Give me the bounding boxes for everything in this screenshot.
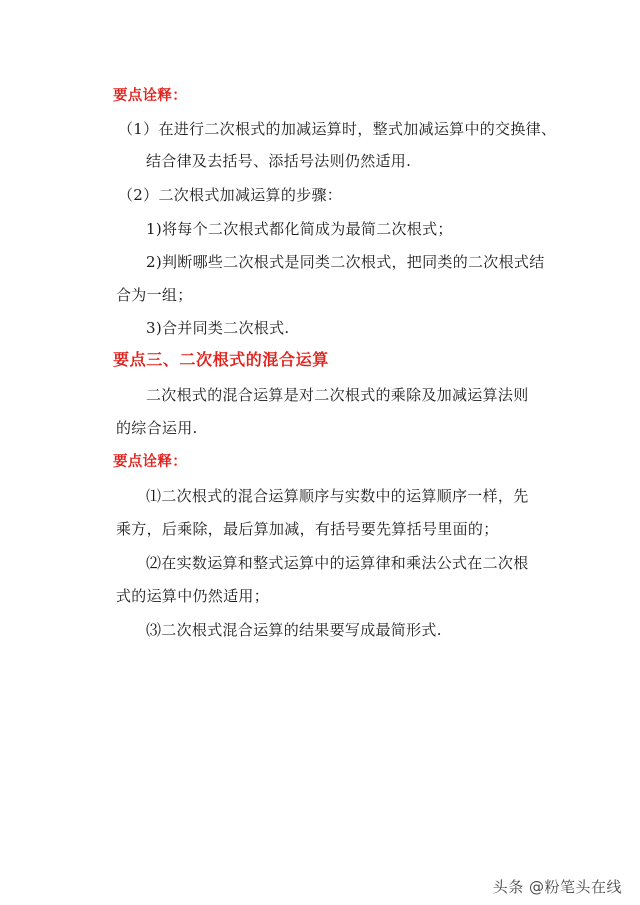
- step1: 1)将每个二次根式都化简成为最简二次根式；: [146, 220, 453, 238]
- para3: ⑶二次根式混合运算的结果要写成最简形式.: [146, 621, 442, 639]
- item1-line1: （1）在进行二次根式的加减运算时，整式加减运算中的交换律、: [118, 120, 557, 138]
- para2-line1: ⑵在实数运算和整式运算中的运算律和乘法公式在二次根: [146, 554, 529, 572]
- para1-line2: 乘方，后乘除，最后算加减，有括号要先算括号里面的；: [116, 520, 499, 538]
- intro-line1: 二次根式的混合运算是对二次根式的乘除及加减运算法则: [146, 386, 529, 404]
- step3: 3)合并同类二次根式.: [146, 319, 290, 337]
- item1-line2: 结合律及去括号、添括号法则仍然适用.: [146, 152, 412, 170]
- step2-line1: 2)判断哪些二次根式是同类二次根式，把同类的二次根式结: [146, 253, 545, 271]
- para1-line1: ⑴二次根式的混合运算顺序与实数中的运算顺序一样，先: [146, 487, 529, 505]
- watermark-text: 头条 @粉笔头在线: [492, 878, 622, 896]
- section-heading-3: 要点三、二次根式的混合运算: [113, 350, 329, 369]
- key-points-label-2: 要点诠释：: [113, 454, 187, 470]
- item2: （2）二次根式加减运算的步骤：: [118, 186, 343, 204]
- key-points-label-1: 要点诠释：: [113, 88, 187, 104]
- intro-line2: 的综合运用.: [116, 419, 198, 437]
- step2-line2: 合为一组；: [116, 286, 193, 304]
- para2-line2: 式的运算中仍然适用；: [116, 587, 270, 605]
